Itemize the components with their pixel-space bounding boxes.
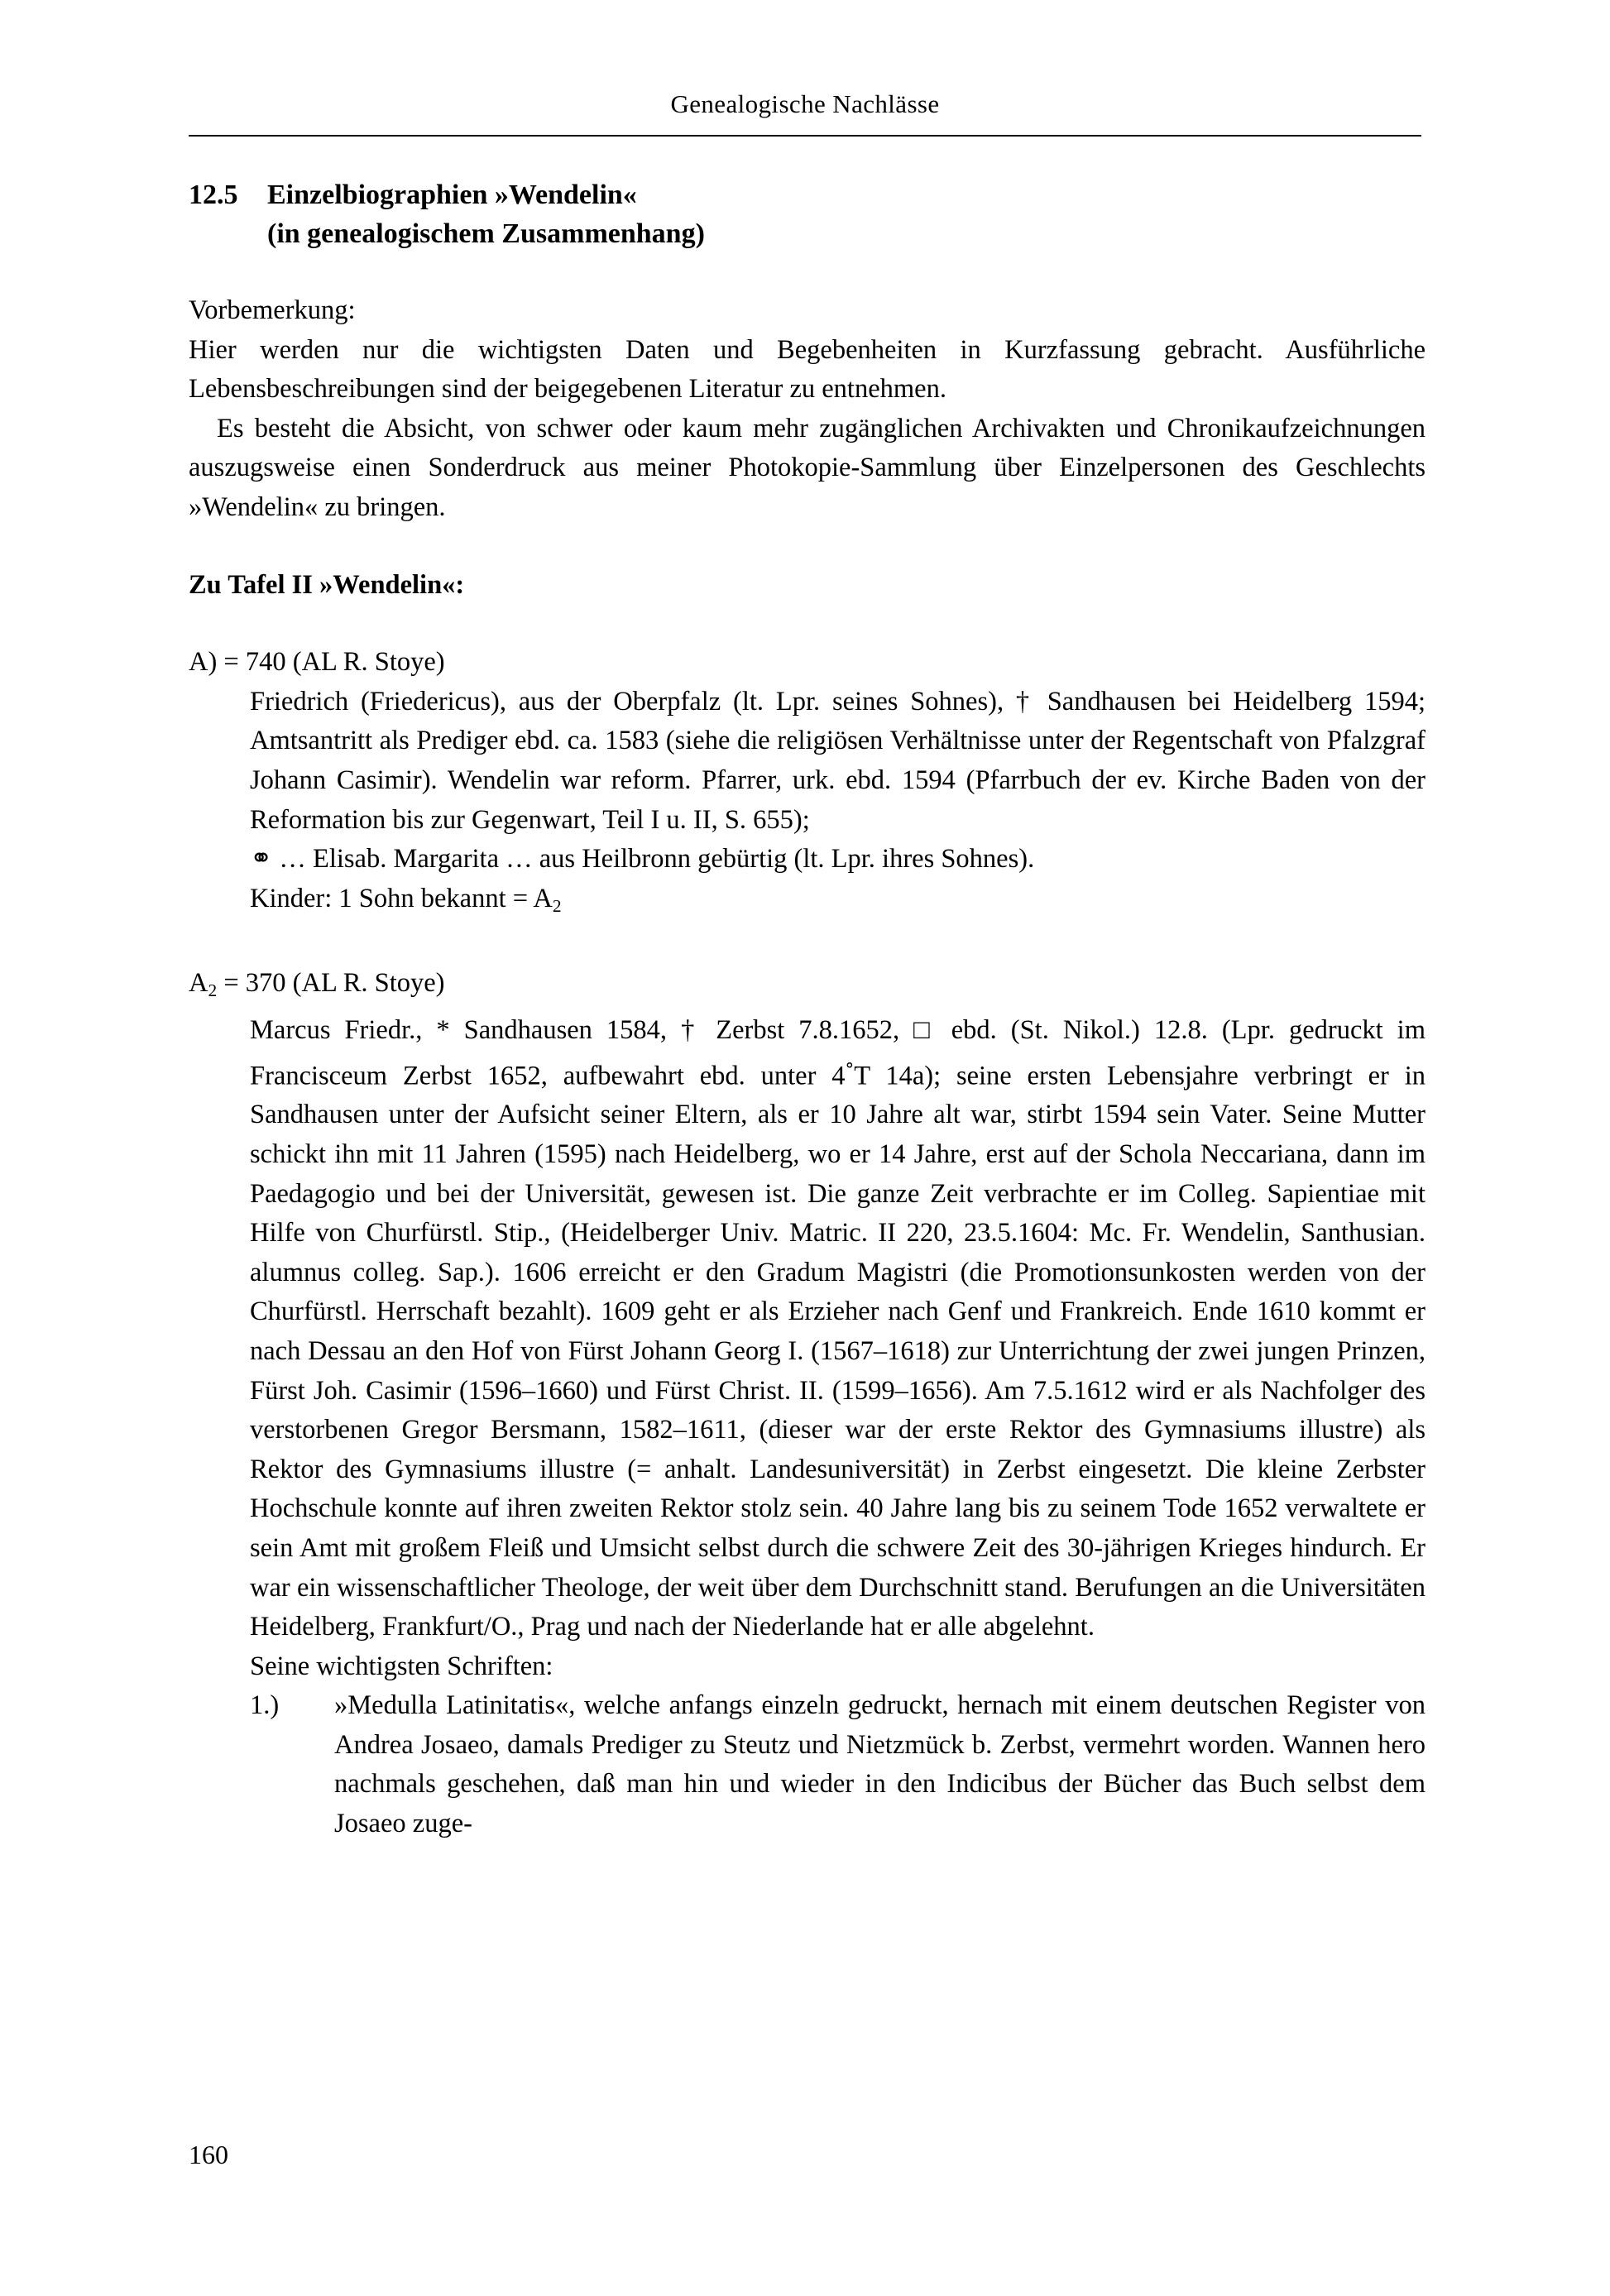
degree-symbol: ° (845, 1059, 855, 1081)
entry-a2-body (189, 1011, 1426, 1647)
preface-paragraph-1: Hier werden nur die wichtigsten Daten und Begebenheiten in Kurzfassung gebracht. Ausführliche Lebensbeschreibungen sind der beigegebenen Literatur zu entnehmen. (189, 334, 1426, 405)
running-head: Genealogische Nachlässe (670, 89, 940, 118)
tafel-heading: Zu Tafel II »Wendelin«: (189, 569, 465, 600)
entry-a-body: Friedrich (Friedericus), aus der Oberpfalz (lt. Lpr. seines Sohnes), † Sandhausen bei Heidelberg 1594; Amtsantritt als Prediger ebd. ca. 1583 (siehe die religiösen Verhältnisse unter der Regentschaft von Pfalzgraf Johann Casimir). Wendelin war reform. Pfarrer, urk. ebd. 1594 (Pfarrbuch der ev. Kirche Baden von der Reformation bis zur Gegenwart, Teil I u. II, S. 655); (250, 686, 1426, 835)
entry-a-children-line (189, 880, 1426, 927)
entry-a2-label (189, 964, 1426, 1011)
section-title-line2: (in genealogischem Zusammenhang) (267, 218, 705, 249)
entry-a2-label-pre: A (189, 968, 208, 999)
children-subscript: 2 (552, 895, 562, 916)
entry-a2-label-post: = 370 (AL R. Stoye) (217, 968, 445, 999)
section-title-line1: Einzelbiographien »Wendelin« (267, 180, 637, 210)
works-lead: Seine wichtigsten Schriften: (250, 1651, 553, 1681)
works-list-text: »Medulla Latinitatis«, welche anfangs einzeln gedruckt, hernach mit einem deutschen Register von Andrea Josaeo, damals Prediger zu Steutz und Nietzmück b. Zerbst, vermehrt worden. Wannen hero nachmals geschehen, daß man hin und wieder in den Indicibus der Bücher das Buch selbst dem Josaeo zuge- (334, 1690, 1426, 1839)
text-column (189, 165, 1426, 1844)
works-list-item (250, 1686, 1426, 1843)
section-number: 12.5 (189, 180, 238, 210)
entry-a2-label-subscript: 2 (208, 980, 218, 1001)
entry-a-label: A) = 740 (AL R. Stoye) (189, 647, 445, 678)
entry-a2-body-pre: Marcus Friedr., * Sandhausen 1584, † Zerbst 7.8.1652, □ ebd. (St. Nikol.) 12.8. (Lpr. gedruckt im Francisceum Zerbst 1652, aufbewahrt ebd. unter 4 (250, 1014, 1426, 1090)
entry-a-marriage-line: ⚭ … Elisab. Margarita … aus Heilbronn gebürtig (lt. Lpr. ihres Sohnes). (250, 844, 1035, 875)
header-rule (189, 135, 1421, 137)
page-number: 160 (189, 2140, 228, 2169)
preface-label: Vorbemerkung: (189, 295, 356, 325)
works-list (189, 1686, 1426, 1843)
works-list-marker: 1.) (250, 1690, 280, 1721)
section-heading (189, 175, 1426, 253)
children-text: Kinder: 1 Sohn bekannt = A (250, 883, 553, 913)
entry-a2-body-post: T 14a); seine ersten Lebensjahre verbringt er in Sandhausen unter der Aufsicht seiner Eltern, als er 10 Jahre alt war, stirbt 1594 sein Vater. Seine Mutter schickt ihn mit 11 Jahren (1595) nach Heidelberg, wo er 14 Jahre, erst auf der Schola Neccariana, dann im Paedagogio und bei der Universität, gewesen ist. Die ganze Zeit verbrachte er im Colleg. Sapientiae mit Hilfe von Churfürstl. Stip., (Heidelberger Univ. Matric. II 220, 23.5.1604: Mc. Fr. Wendelin, Santhusian. alumnus colleg. Sap.). 1606 erreicht er den Gradum Magistri (die Promotionsunkosten werden von der Churfürstl. Herrschaft bezahlt). 1609 geht er als Erzieher nach Genf und Frankreich. Ende 1610 kommt er nach Dessau an den Hof von Fürst Johann Georg I. (1567–1618) zur Unterrichtung der zwei jungen Prinzen, Fürst Joh. Casimir (1596–1660) und Fürst Christ. II. (1599–1656). Am 7.5.1612 wird er als Nachfolger des verstorbenen Gregor Bersmann, 1582–1611, (dieser war der erste Rektor des Gymnasiums illustre) als Rektor des Gymnasiums illustre (= anhalt. Landesuniversität) in Zerbst eingesetzt. Die kleine Zerbster Hochschule konnte auf ihren zweiten Rektor stolz sein. 40 Jahre lang bis zu seinem Tode 1652 verwaltete er sein Amt mit großem Fleiß und Umsicht selbst durch die schwere Zeit des 30-jährigen Krieges hindurch. Er war ein wissenschaftlicher Theologe, der weit über dem Durchschnitt stand. Berufungen an die Universitäten Heidelberg, Frankfurt/O., Prag und nach der Niederlande hat er alle abgelehnt. (250, 1060, 1426, 1642)
preface-paragraph-2: Es besteht die Absicht, von schwer oder kaum mehr zugänglichen Archivakten und Chronikaufzeichnungen auszugsweise einen Sonderdruck aus meiner Photokopie-Sammlung über Einzelpersonen des Geschlechts »Wendelin« zu bringen. (189, 413, 1426, 522)
